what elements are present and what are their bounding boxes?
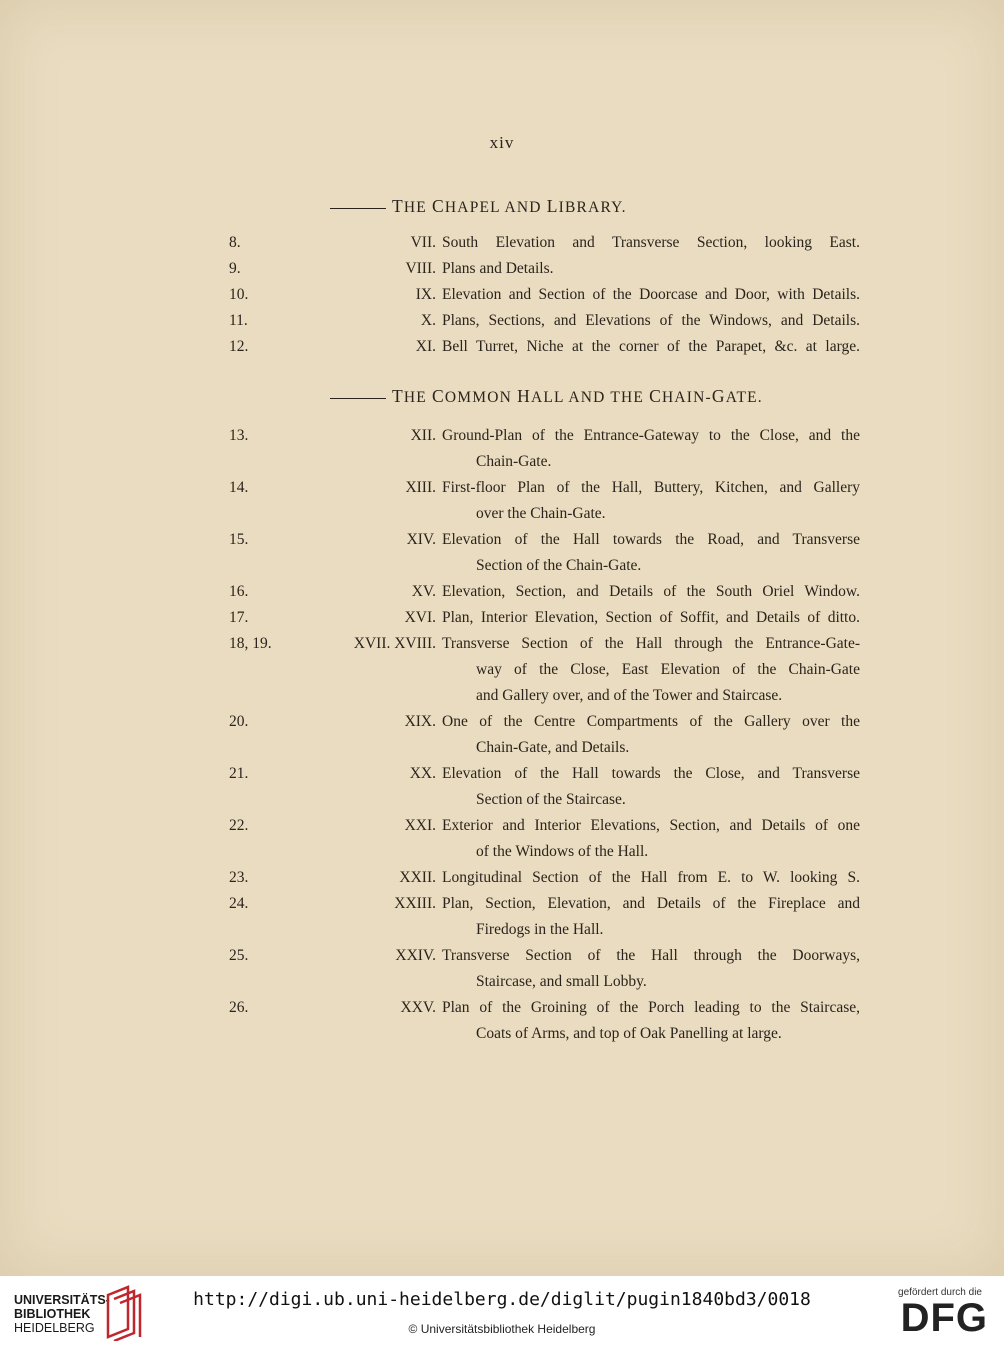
plate-number: 9. — [229, 260, 241, 277]
entry-description: Firedogs in the Hall. — [476, 921, 604, 938]
entry-line — [0, 527, 1004, 553]
plate-entry — [0, 230, 1004, 256]
plate-entry — [0, 865, 1004, 891]
entry-line — [0, 256, 1004, 282]
plate-number: 12. — [229, 338, 249, 355]
entry-line — [0, 917, 1004, 943]
entry-description: Plans, Sections, and Elevations of the Windows, and Details. — [442, 312, 860, 329]
entry-line — [0, 891, 1004, 917]
plate-entry — [0, 308, 1004, 334]
roman-numeral: XIV. — [406, 531, 436, 548]
section-heading-common-hall: THE COMMON HALL AND THE CHAIN-GATE. — [330, 386, 763, 407]
entry-line — [0, 501, 1004, 527]
roman-numeral: XXV. — [400, 999, 436, 1016]
entry-description: Longitudinal Section of the Hall from E. to W. looking S. — [442, 869, 860, 886]
entry-line — [0, 282, 1004, 308]
plate-entry — [0, 579, 1004, 605]
entry-description: Plans and Details. — [442, 260, 554, 277]
entry-description: Transverse Section of the Hall through the Doorways, — [442, 947, 860, 964]
plate-number: 22. — [229, 817, 249, 834]
entry-description: Elevation of the Hall towards the Close, and Transverse — [442, 765, 860, 782]
roman-numeral: XII. — [410, 427, 436, 444]
entry-line — [0, 230, 1004, 256]
entry-line — [0, 683, 1004, 709]
entry-line — [0, 579, 1004, 605]
page-number: xiv — [489, 133, 515, 152]
heading-rule — [330, 398, 386, 399]
plate-number: 18, 19. — [229, 635, 272, 652]
entry-line — [0, 761, 1004, 787]
plate-entry — [0, 423, 1004, 475]
entry-line — [0, 423, 1004, 449]
entry-description: Elevation of the Hall towards the Road, and Transverse — [442, 531, 860, 548]
heading-rule — [330, 208, 386, 209]
entry-description: Elevation and Section of the Doorcase and Door, with Details. — [442, 286, 860, 303]
roman-numeral: XXII. — [399, 869, 436, 886]
entry-description: Section of the Staircase. — [476, 791, 626, 808]
plate-entry — [0, 995, 1004, 1047]
entry-description: South Elevation and Transverse Section, looking East. — [442, 234, 860, 251]
entry-description: Section of the Chain-Gate. — [476, 557, 642, 574]
entry-description: and Gallery over, and of the Tower and Staircase. — [476, 687, 783, 704]
plate-number: 16. — [229, 583, 249, 600]
entry-description: Plan, Interior Elevation, Section of Soffit, and Details of ditto. — [442, 609, 860, 626]
entry-description: Chain-Gate. — [476, 453, 552, 470]
plate-number: 8. — [229, 234, 241, 251]
section-heading-chapel-library: THE CHAPEL AND LIBRARY. — [330, 196, 627, 217]
funder-note: gefördert durch die — [898, 1287, 982, 1298]
roman-numeral: XX. — [409, 765, 436, 782]
entry-description: Coats of Arms, and top of Oak Panelling at large. — [476, 1025, 782, 1042]
plate-entry — [0, 631, 1004, 709]
entry-description: Exterior and Interior Elevations, Section, and Details of one — [442, 817, 860, 834]
entry-line — [0, 334, 1004, 360]
plate-entry — [0, 709, 1004, 761]
plate-entry — [0, 943, 1004, 995]
plate-entry — [0, 334, 1004, 360]
entry-line — [0, 308, 1004, 334]
roman-numeral: XIII. — [405, 479, 436, 496]
entry-line — [0, 631, 1004, 657]
entry-description: Plan, Section, Elevation, and Details of the Fireplace and — [442, 895, 860, 912]
plate-number: 25. — [229, 947, 249, 964]
entry-description: Plan of the Groining of the Porch leading to the Staircase, — [442, 999, 860, 1016]
roman-numeral: VII. — [410, 234, 436, 251]
dfg-logo[interactable]: DFG — [900, 1296, 988, 1340]
plate-entry — [0, 761, 1004, 813]
plate-number: 20. — [229, 713, 249, 730]
roman-numeral: XVI. — [404, 609, 436, 626]
plate-entry — [0, 282, 1004, 308]
plate-number: 24. — [229, 895, 249, 912]
university-library-logo[interactable]: UNIVERSITÄTS- BIBLIOTHEK HEIDELBERG — [14, 1293, 110, 1335]
entry-line — [0, 839, 1004, 865]
entry-description: One of the Centre Compartments of the Gallery over the — [442, 713, 860, 730]
roman-numeral: XI. — [415, 338, 436, 355]
entry-line — [0, 553, 1004, 579]
plate-entry — [0, 605, 1004, 631]
roman-numeral: XIX. — [404, 713, 436, 730]
entry-line — [0, 813, 1004, 839]
entry-description: over the Chain-Gate. — [476, 505, 606, 522]
entry-line — [0, 709, 1004, 735]
plate-number: 26. — [229, 999, 249, 1016]
roman-numeral: XXIV. — [395, 947, 436, 964]
roman-numeral: XVII. XVIII. — [353, 635, 436, 652]
plate-entry — [0, 256, 1004, 282]
roman-numeral: XXI. — [404, 817, 436, 834]
entry-description: Elevation, Section, and Details of the South Oriel Window. — [442, 583, 860, 600]
roman-numeral: X. — [420, 312, 436, 329]
entry-description: of the Windows of the Hall. — [476, 843, 649, 860]
entry-description: way of the Close, East Elevation of the Chain-Gate — [476, 661, 860, 678]
viewer-footer — [0, 1276, 1004, 1347]
entry-description: Staircase, and small Lobby. — [476, 973, 647, 990]
entry-line — [0, 657, 1004, 683]
roman-numeral: XXIII. — [394, 895, 436, 912]
entry-line — [0, 735, 1004, 761]
entry-line — [0, 943, 1004, 969]
roman-numeral: VIII. — [405, 260, 436, 277]
entry-description: Transverse Section of the Hall through the Entrance-Gate- — [442, 635, 860, 652]
plate-number: 23. — [229, 869, 249, 886]
plate-number: 10. — [229, 286, 249, 303]
plate-entry — [0, 475, 1004, 527]
entry-line — [0, 1021, 1004, 1047]
permalink-url[interactable]: http://digi.ub.uni-heidelberg.de/diglit/pugin1840bd3/0018 — [193, 1289, 811, 1310]
entry-description: First-floor Plan of the Hall, Buttery, Kitchen, and Gallery — [442, 479, 860, 496]
plate-number: 21. — [229, 765, 249, 782]
entry-line — [0, 787, 1004, 813]
entry-line — [0, 865, 1004, 891]
entry-description: Bell Turret, Niche at the corner of the Parapet, &c. at large. — [442, 338, 860, 355]
plate-number: 15. — [229, 531, 249, 548]
plate-entry — [0, 527, 1004, 579]
plate-number: 14. — [229, 479, 249, 496]
entry-line — [0, 475, 1004, 501]
plate-number: 11. — [229, 312, 248, 329]
copyright-notice: © Universitätsbibliothek Heidelberg — [408, 1322, 596, 1336]
roman-numeral: IX. — [415, 286, 436, 303]
plate-number: 17. — [229, 609, 249, 626]
plate-number: 13. — [229, 427, 249, 444]
entry-line — [0, 605, 1004, 631]
entry-line — [0, 995, 1004, 1021]
plate-entry — [0, 813, 1004, 865]
entry-description: Ground-Plan of the Entrance-Gateway to the Close, and the — [442, 427, 860, 444]
plate-entry — [0, 891, 1004, 943]
entry-line — [0, 449, 1004, 475]
roman-numeral: XV. — [411, 583, 436, 600]
entry-description: Chain-Gate, and Details. — [476, 739, 630, 756]
entry-line — [0, 969, 1004, 995]
